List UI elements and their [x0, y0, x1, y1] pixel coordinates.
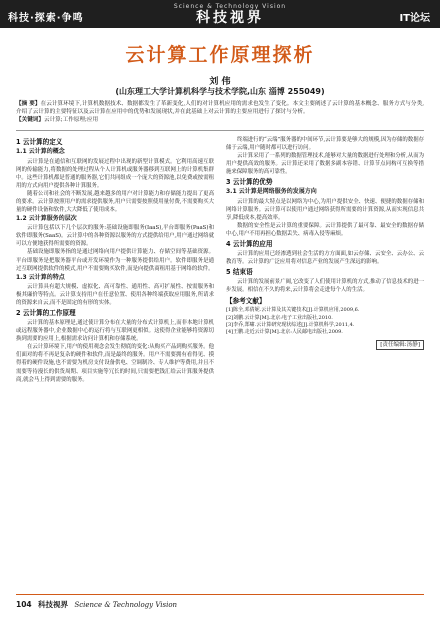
- keywords-text: 云计算;工作原理;应用: [43, 117, 99, 123]
- reference-item: [2]刘鹏.云计算[M].北京:电子工业出版社,2010.: [226, 314, 333, 321]
- paragraph: 云计算采用了一系列的数据管理技术,能够对大量的数据进行处理和分析,从而为用户提供高效的服务。云计算还采用了数据多副本容错、计算节点同构可互换等措施来保障服务的高可靠性。: [226, 153, 424, 176]
- paragraph: 在云计算环境下,用户的使用观念会发生彻底的变化:从购买产品到购买服务。他们面对的将不再是复杂的硬件和软件,而是最终的服务。用户不需要拥有看得见、摸得着的硬件设施,也不需要为机房支付设备供电、空调制冷、专人维护等费用,并且不需要等待漫长的供货周期、项目实施等冗长的时间,只需要把钱汇给云计算服务提供商,就会马上得到需要的服务。: [16, 344, 214, 383]
- section-heading: 3 云计算的优势: [226, 178, 273, 187]
- magazine-name-cn: 科技视界: [196, 10, 264, 26]
- page-number: 104: [16, 600, 32, 609]
- section-label: IT论坛: [399, 13, 430, 24]
- body-column-left: [16, 136, 214, 584]
- paragraph: 云计算的基本原理是,通过使计算分布在大量的分布式计算机上,而非本地计算机或远程服务器中,企业数据中心的运行将与互联网更相似。这使得企业能够将资源切换到需要的应用上,根据需求访问计算机和存储系统。: [16, 320, 214, 343]
- footer-magazine-en: Science & Technology Vision: [74, 601, 178, 609]
- magazine-name-en: Science & Technology Vision: [173, 3, 287, 10]
- subsection-heading: 1.1 云计算的概念: [16, 148, 65, 155]
- article-affiliation: (山东理工大学计算机科学与技术学院,山东 淄博 255049): [115, 87, 325, 96]
- paragraph: 云计算的应用已经渗透到社会生活的方方面面,如云存储、云安全、云办公、云教育等。云计算的广泛应用将对信息产业的发展产生深远的影响。: [226, 250, 424, 266]
- paragraph: 云计算是在通信和互联网的发展过程中出现的新型计算模式。它利用高速互联网的传输能力,将数据的处理过程从个人计算机或服务器移到互联网上的计算机集群中。这些计算机都是普通的服务器,它们共同组成一个庞大的资源池,以免费或按需租用的方式向用户提供各种计算服务。: [16, 158, 214, 189]
- editor-note-text: [责任编辑:汤静]: [376, 340, 424, 350]
- footer-magazine-cn: 科技视界: [38, 600, 69, 609]
- subsection-heading: 1.2 云计算服务的层次: [16, 214, 77, 222]
- footer-divider: [16, 594, 424, 595]
- references-list: [226, 307, 424, 337]
- keywords-label: 【关键词】: [16, 117, 44, 123]
- reference-item: [4]王鹏.走近云计算[M].北京:人民邮电出版社,2009.: [226, 329, 343, 336]
- section-heading: 2 云计算的工作原理: [16, 309, 76, 318]
- abstract-block: [16, 100, 424, 124]
- paragraph: 云计算的发展前景广阔,它改变了人们使用计算机的方式,推动了信息技术的进一步发展。相信在不久的将来,云计算将会走进每个人的生活。: [226, 279, 424, 294]
- abstract-label: 【摘 要】: [16, 101, 41, 107]
- section-heading: 1 云计算的定义: [16, 138, 63, 146]
- paragraph: 云计算具有超大规模、虚拟化、高可靠性、通用性、高可扩展性、按需服务和极其廉价等特点。云计算支持用户在任意位置、使用各种终端获取应用服务,所请求的资源来自云,而不是固定的有形的实体。: [16, 284, 214, 307]
- reference-item: [1]陈全,邓倩妮.云计算及其关键技术[J].计算机应用,2009,6.: [226, 307, 360, 314]
- references-heading: 【参考文献】: [226, 297, 266, 306]
- paragraph: 数据的安全性是云计算的重要保障。云计算提供了最可靠、最安全的数据存储中心,用户不用再担心数据丢失、病毒入侵等麻烦。: [226, 222, 424, 237]
- article-author: 刘 伟: [209, 77, 231, 87]
- paragraph: 云计算的最大特点是以网络为中心,为用户提供安全、快速、便捷的数据存储和网络计算服务。云计算可以使用户通过网络获得所需要的计算资源,从而实现信息共享,降低成本,提高效率。: [226, 198, 424, 221]
- page-header: [0, 0, 440, 28]
- abstract-divider: [16, 130, 424, 131]
- abstract-text: 在云计算环境下,计算机数据技术、数据都发生了革新变化,人们的对计算机应用的需求也发生了变化。本文主要阐述了云计算的基本概念、服务方式与分类,介绍了云计算的主要特征以及云计算在应用中的优势和发展现状,并在此基础上对云计算的主要应用进行了探讨与分析。: [16, 101, 424, 115]
- page-footer: [16, 599, 177, 610]
- references-section: [226, 297, 424, 337]
- paragraph: 终端进行的“云端”服务器的中间环节,云计算要是够大的规模,因为存储的数据存储于云端,用户随时都可以进行访问。: [226, 137, 424, 152]
- section-heading: 5 结束语: [226, 268, 253, 277]
- body-column-right: [226, 136, 424, 584]
- subsection-heading: 3.1 云计算是网络服务的发展方向: [226, 188, 317, 196]
- paragraph: 云计算包括以下几个层次的服务:基础设施即服务(IaaS),平台即服务(PaaS)和软件即服务(SaaS)。云计算中的各种资源以服务的方式提供给用户,用户通过网络就可以方便地获得所需要的资源。: [16, 225, 214, 248]
- column-label: 科技·探索·争鸣: [8, 13, 84, 24]
- reference-item: [3]李乔,郑啸.云计算研究现状综述[J].计算机科学,2011,4.: [226, 321, 355, 328]
- magazine-masthead: [170, 3, 290, 26]
- section-heading: 4 云计算的应用: [226, 239, 273, 248]
- editor-note: [226, 340, 424, 350]
- article-title: 云计算工作原理探析: [125, 44, 315, 66]
- paragraph: 随着公司和社会的不断发展,越来越多的用户对计算能力和存储能力提出了更高的要求。云计算按照用户的需求提供服务,用户只需要按照使用量付费,不需要购买大量的硬件设备和软件,大大降低了使用成本。: [16, 190, 214, 213]
- subsection-heading: 1.3 云计算的特点: [16, 273, 65, 281]
- paragraph: 基础设施即服务指的是通过网络向用户提供计算能力、存储空间等基础资源。平台即服务是把服务器平台或开发环境作为一种服务提供给用户。软件即服务是通过互联网提供软件的模式,用户不需要购买软件,而是向提供商租用基于网络的软件。: [16, 249, 214, 272]
